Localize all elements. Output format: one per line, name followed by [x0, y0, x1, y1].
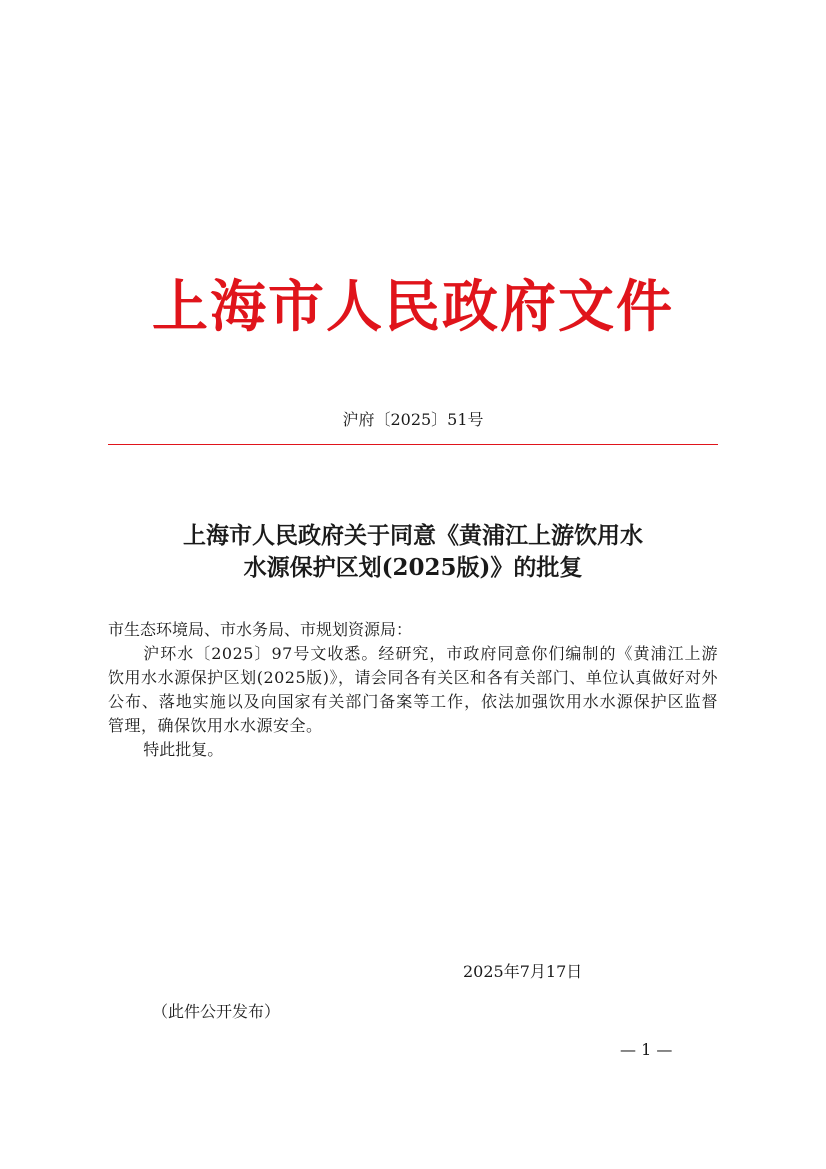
red-divider-line	[108, 444, 718, 445]
page-number: — 1 —	[620, 1040, 673, 1059]
document-number: 沪府〔2025〕51号	[342, 410, 484, 429]
issue-date: 2025年7月17日	[463, 962, 583, 981]
closing-line: 特此批复。	[143, 740, 224, 759]
release-note: （此件公开发布）	[152, 1002, 281, 1021]
addressee: 市生态环境局、市水务局、市规划资源局：	[108, 620, 413, 639]
document-title-line-2: 水源保护区划(2025版)》的批复	[243, 554, 583, 581]
document-body	[108, 618, 718, 762]
body-paragraph: 沪环水〔2025〕97号文收悉。经研究，市政府同意你们编制的《黄浦江上游饮用水水源保护区划(2025版)》，请会同各有关区和各有关部门、单位认真做好对外公布、落地实施以及向国家有关部门备案等工作，依法加强饮用水水源保护区监督管理，确保饮用水水源安全。	[108, 644, 718, 735]
document-title-line-1: 上海市人民政府关于同意《黄浦江上游饮用水	[183, 522, 643, 549]
document-masthead: 上海市人民政府文件	[152, 274, 674, 340]
document-title	[108, 520, 718, 584]
